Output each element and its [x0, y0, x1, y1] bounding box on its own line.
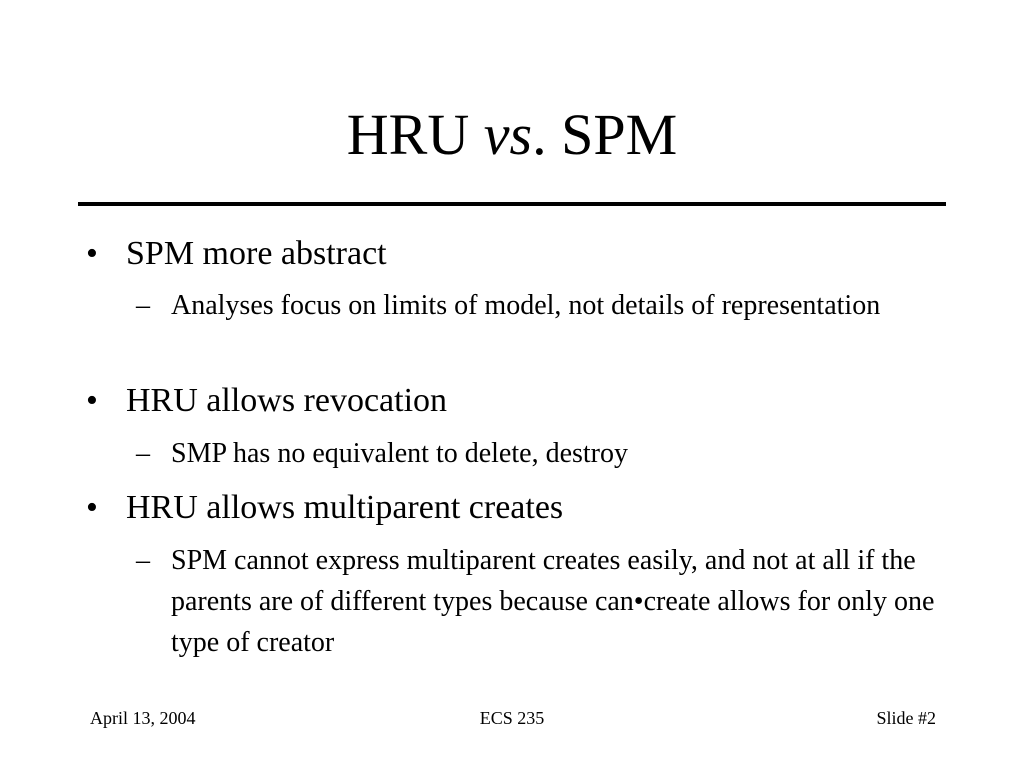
title-suffix: . SPM — [532, 102, 678, 167]
sub-bullet-text: Analyses focus on limits of model, not details of representation — [171, 290, 881, 321]
footer-course: ECS 235 — [479, 708, 545, 728]
slide-title — [0, 100, 1024, 170]
title-prefix: HRU — [346, 102, 484, 167]
sub-bullet-text: SPM cannot express multiparent creates easily, and not at all if the parents are of different types because can•create allows for only one type of creator — [171, 545, 935, 658]
bullet-marker: • — [86, 489, 98, 526]
title-emphasis: vs — [483, 102, 533, 167]
bullet-marker: • — [86, 382, 98, 419]
bullet-text: SPM more abstract — [126, 235, 387, 272]
sub-bullet-marker: – — [136, 290, 150, 321]
footer-date: April 13, 2004 — [90, 708, 196, 728]
title-divider — [78, 202, 946, 206]
bullet-marker: • — [86, 235, 98, 272]
bullet-text: HRU allows multiparent creates — [126, 489, 564, 526]
bullet-text: HRU allows revocation — [126, 382, 448, 419]
sub-bullet-text: SMP has no equivalent to delete, destroy — [171, 438, 628, 469]
sub-bullet-marker: – — [136, 545, 150, 576]
sub-bullet-marker: – — [136, 438, 150, 469]
footer-slide-number: Slide #2 — [876, 708, 936, 728]
